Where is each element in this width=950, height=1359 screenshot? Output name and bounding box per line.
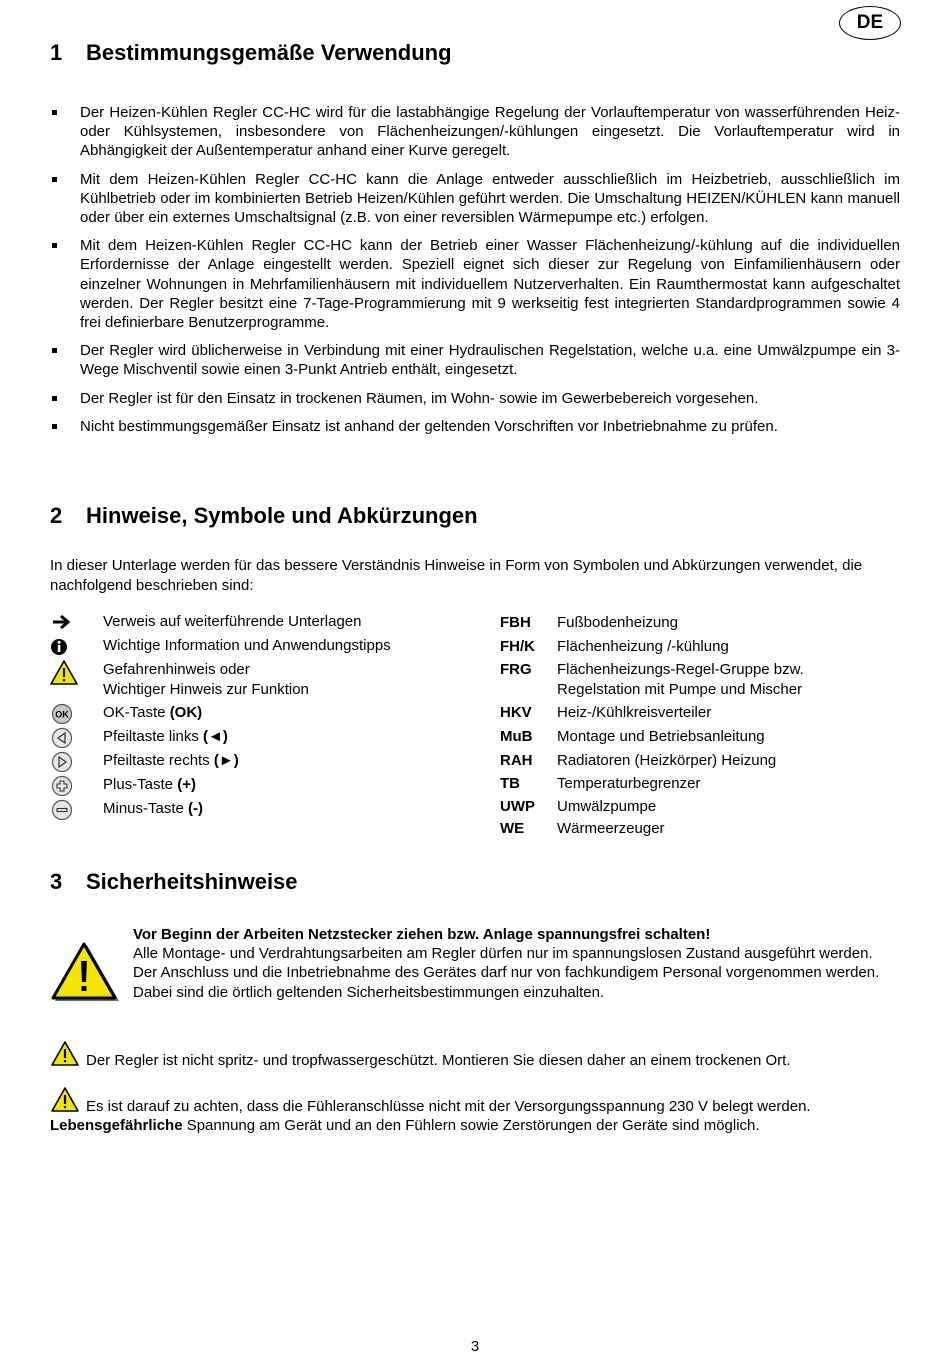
- section-1-heading: [50, 40, 452, 66]
- safety-warning-text: Der Anschluss und die Inbetriebnahme des Gerätes darf nur von fachkundigem Personal vorgenommen werden. Dabei sind die örtlich geltenden Sicherheitsbestimmungen einzuhalten.: [133, 964, 880, 1001]
- warning-icon: [51, 1041, 79, 1072]
- section-title: Bestimmungsgemäße Verwendung: [86, 40, 452, 65]
- list-item: Nicht bestimmungsgemäßer Einsatz ist anhand der geltenden Vorschriften vor Inbetriebnahme zu prüfen.: [50, 417, 900, 436]
- abbreviation-value: Temperaturbegrenzer: [557, 775, 701, 792]
- abbreviation-value: Heiz-/Kühlkreisverteiler: [557, 704, 712, 721]
- section-2-heading: [50, 503, 478, 529]
- abbreviation-key: HKV: [500, 704, 532, 721]
- abbreviation-value: Flächenheizung /-kühlung: [557, 638, 729, 655]
- list-item: Mit dem Heizen-Kühlen Regler CC-HC kann die Anlage entweder ausschließlich im Heizbetrieb, ausschließlich im Kühlbetrieb oder im kombinierten Betrieb Heizen/Kühlen geführt werden. Die Umschaltung HEIZEN/KÜHLEN kann manuell oder über ein externes Umschaltsignal (z.B. von einer reversiblen Wärmepumpe etc.) erfolgen.: [50, 170, 900, 228]
- abbreviation-key: UWP: [500, 798, 535, 815]
- symbol-label: OK-Taste (OK): [103, 704, 203, 721]
- safety-note: Der Regler ist nicht spritz- und tropfwassergeschützt. Montieren Sie diesen daher an einem trockenen Ort.: [86, 1052, 791, 1069]
- abbreviation-key: RAH: [500, 752, 533, 769]
- abbreviation-key: FRG: [500, 661, 532, 678]
- list-item: Der Regler ist für den Einsatz in trockenen Räumen, im Wohn- sowie im Gewerbebereich vorgesehen.: [50, 389, 900, 408]
- abbreviation-key: FH/K: [500, 638, 535, 655]
- safety-warning-block: [133, 925, 901, 1002]
- abbreviation-value: Flächenheizungs-Regel-Gruppe bzw.: [557, 661, 804, 678]
- ok-key-icon: [50, 703, 76, 725]
- svg-text:OK: OK: [55, 709, 69, 720]
- section-number: 1: [50, 40, 63, 65]
- list-item: Der Regler wird üblicherweise in Verbindung mit einer Hydraulischen Regelstation, welche u.a. eine Umwälzpumpe ein 3-Wege Mischventil sowie einen 3-Punkt Antrieb enthält, eingesetzt.: [50, 341, 900, 379]
- section-title: Sicherheitshinweise: [86, 869, 298, 894]
- usage-bullet-list: [50, 103, 900, 445]
- arrow-left-key-icon: [50, 727, 76, 749]
- symbol-label: Verweis auf weiterführende Unterlagen: [103, 613, 362, 630]
- minus-key-icon: [50, 799, 76, 821]
- symbol-label: Wichtiger Hinweis zur Funktion: [103, 680, 309, 698]
- warning-icon: [50, 660, 76, 682]
- safety-note: Lebensgefährliche Spannung am Gerät und an den Fühlern sowie Zerstörungen der Geräte sind möglich.: [50, 1117, 760, 1134]
- section-2-intro: In dieser Unterlage werden für das bessere Verständnis Hinweise in Form von Symbolen und Abkürzungen verwendet, die nachfolgend beschrieben sind:: [50, 557, 863, 594]
- language-badge: DE: [839, 6, 901, 40]
- arrow-right-icon: [50, 612, 76, 634]
- abbreviation-value: Umwälzpumpe: [557, 798, 657, 815]
- section-3-heading: [50, 869, 298, 895]
- page-number: 3: [470, 1338, 480, 1355]
- abbreviation-key: WE: [500, 820, 525, 837]
- section-number: 2: [50, 503, 63, 528]
- section-number: 3: [50, 869, 63, 894]
- info-icon: [50, 636, 76, 658]
- plus-key-icon: [50, 775, 76, 797]
- symbol-label: Plus-Taste (+): [103, 776, 196, 793]
- symbol-label: Pfeiltaste links (◄): [103, 728, 228, 745]
- abbreviation-key: MuB: [500, 728, 533, 745]
- symbol-label: Pfeiltaste rechts (►): [103, 752, 239, 769]
- safety-warning-text: Alle Montage- und Verdrahtungsarbeiten am Regler dürfen nur im spannungslosen Zustand ausgeführt werden.: [133, 945, 873, 963]
- symbol-label: Gefahrenhinweis oder: [103, 661, 250, 678]
- safety-note: Es ist darauf zu achten, dass die Fühleranschlüsse nicht mit der Versorgungsspannung 230 V belegt werden.: [86, 1098, 811, 1115]
- abbreviation-value: Radiatoren (Heizkörper) Heizung: [557, 752, 777, 769]
- abbreviation-value: Regelstation mit Pumpe und Mischer: [557, 680, 803, 698]
- symbol-label: Minus-Taste (-): [103, 800, 204, 817]
- section-title: Hinweise, Symbole und Abkürzungen: [86, 503, 478, 528]
- abbreviation-key: TB: [500, 775, 520, 792]
- safety-warning-title: Vor Beginn der Arbeiten Netzstecker ziehen bzw. Anlage spannungsfrei schalten!: [133, 926, 711, 943]
- abbreviation-value: Fußbodenheizung: [557, 614, 678, 631]
- arrow-right-key-icon: [50, 751, 76, 773]
- warning-icon: [51, 1087, 79, 1118]
- warning-icon: [51, 942, 119, 1007]
- abbreviation-value: Montage und Betriebsanleitung: [557, 728, 765, 745]
- symbol-label: Wichtige Information und Anwendungstipps: [103, 637, 391, 654]
- abbreviation-key: FBH: [500, 614, 531, 631]
- list-item: Mit dem Heizen-Kühlen Regler CC-HC kann der Betrieb einer Wasser Flächenheizung/-kühlung auf die individuellen Erfordernisse der Anlage eingestellt werden. Speziell eignet sich dieser zur Regelung von Einfamilienhäusern oder einzelner Wohnungen in Mehrfamilienhäusern mit individuellem Nutzerverhalten. Ein Raumthermostat kann aufgeschaltet werden. Der Regler besitzt eine 7-Tage-Programmierung mit 9 werkseitig fest integrierten Standardprogrammen sowie 4 frei definierbare Benutzerprogramme.: [50, 236, 900, 332]
- list-item: Der Heizen-Kühlen Regler CC-HC wird für die lastabhängige Regelung der Vorlauftemperatur von wasserführenden Heiz- oder Kühlsystemen, insbesondere von Flächenheizungen/-kühlungen eingesetzt. Die Vorlauftemperatur wird in Abhängigkeit der Außentemperatur anhand einer Kurve geregelt.: [50, 103, 900, 161]
- abbreviation-value: Wärmeerzeuger: [557, 820, 665, 837]
